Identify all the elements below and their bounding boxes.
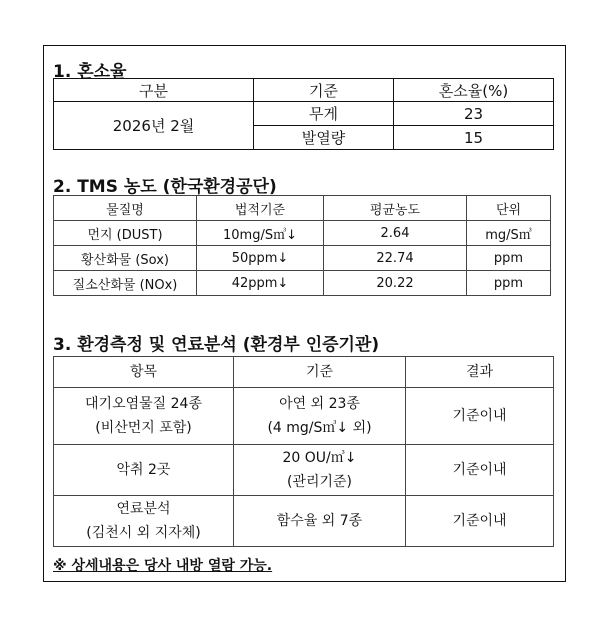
standard-cell: 42ppm↓	[197, 271, 324, 296]
result-cell: 기준이내	[406, 445, 554, 496]
substance-cell: 황산화물 (Sox)	[54, 246, 197, 271]
unit-cell: ppm	[467, 246, 551, 271]
table-row	[54, 246, 551, 271]
header-ratio: 혼소율(%)	[394, 79, 554, 102]
section3-title: 3. 환경측정 및 연료분석 (환경부 인증기관)	[53, 335, 380, 355]
header-category: 구분	[54, 79, 254, 102]
header-average: 평균농도	[324, 196, 467, 221]
basis-cell: 발열량	[254, 126, 394, 150]
item-cell	[54, 388, 234, 445]
environment-table	[53, 356, 554, 547]
unit-cell: ppm	[467, 271, 551, 296]
tms-table	[53, 195, 551, 296]
basis-cell: 무게	[254, 102, 394, 126]
table-row	[54, 271, 551, 296]
average-cell: 22.74	[324, 246, 467, 271]
item-line: 악취 2곳	[116, 462, 171, 478]
footnote: ※ 상세내용은 당사 내방 열람 가능.	[53, 558, 273, 574]
table-row	[54, 102, 554, 126]
period-cell: 2026년 2월	[54, 102, 254, 150]
header-unit: 단위	[467, 196, 551, 221]
standard-line: 함수율 외 7종	[276, 513, 363, 529]
substance-cell: 질소산화물 (NOx)	[54, 271, 197, 296]
standard-line: (4 mg/S㎥↓ 외)	[267, 420, 372, 436]
header-legal-standard: 법적기준	[197, 196, 324, 221]
standard-line: 20 OU/㎥↓	[282, 450, 357, 466]
item-cell	[54, 445, 234, 496]
result-cell: 기준이내	[406, 496, 554, 547]
header-standard: 기준	[234, 357, 406, 388]
item-cell	[54, 496, 234, 547]
standard-cell	[234, 496, 406, 547]
table-header-row	[54, 357, 554, 388]
header-basis: 기준	[254, 79, 394, 102]
table-row	[54, 388, 554, 445]
average-cell: 2.64	[324, 221, 467, 246]
item-line: (김천시 외 지자체)	[86, 525, 201, 541]
unit-cell: mg/S㎥	[467, 221, 551, 246]
blending-ratio-table	[53, 78, 554, 150]
table-row	[54, 445, 554, 496]
item-line: 연료분석	[116, 501, 171, 517]
ratio-cell: 15	[394, 126, 554, 150]
item-line: 대기오염물질 24종	[85, 396, 202, 412]
standard-cell	[234, 445, 406, 496]
table-row	[54, 221, 551, 246]
section1-title: 1. 혼소율	[53, 62, 127, 82]
header-item: 항목	[54, 357, 234, 388]
table-row	[54, 496, 554, 547]
section2-title: 2. TMS 농도 (한국환경공단)	[53, 177, 277, 197]
header-substance: 물질명	[54, 196, 197, 221]
standard-cell	[234, 388, 406, 445]
table-header-row	[54, 79, 554, 102]
standard-line: 아연 외 23종	[279, 396, 360, 412]
standard-cell: 50ppm↓	[197, 246, 324, 271]
header-result: 결과	[406, 357, 554, 388]
standard-line: (관리기준)	[286, 474, 353, 490]
result-cell: 기준이내	[406, 388, 554, 445]
substance-cell: 먼지 (DUST)	[54, 221, 197, 246]
ratio-cell: 23	[394, 102, 554, 126]
standard-cell: 10mg/S㎥↓	[197, 221, 324, 246]
average-cell: 20.22	[324, 271, 467, 296]
item-line: (비산먼지 포함)	[95, 420, 192, 436]
table-header-row	[54, 196, 551, 221]
